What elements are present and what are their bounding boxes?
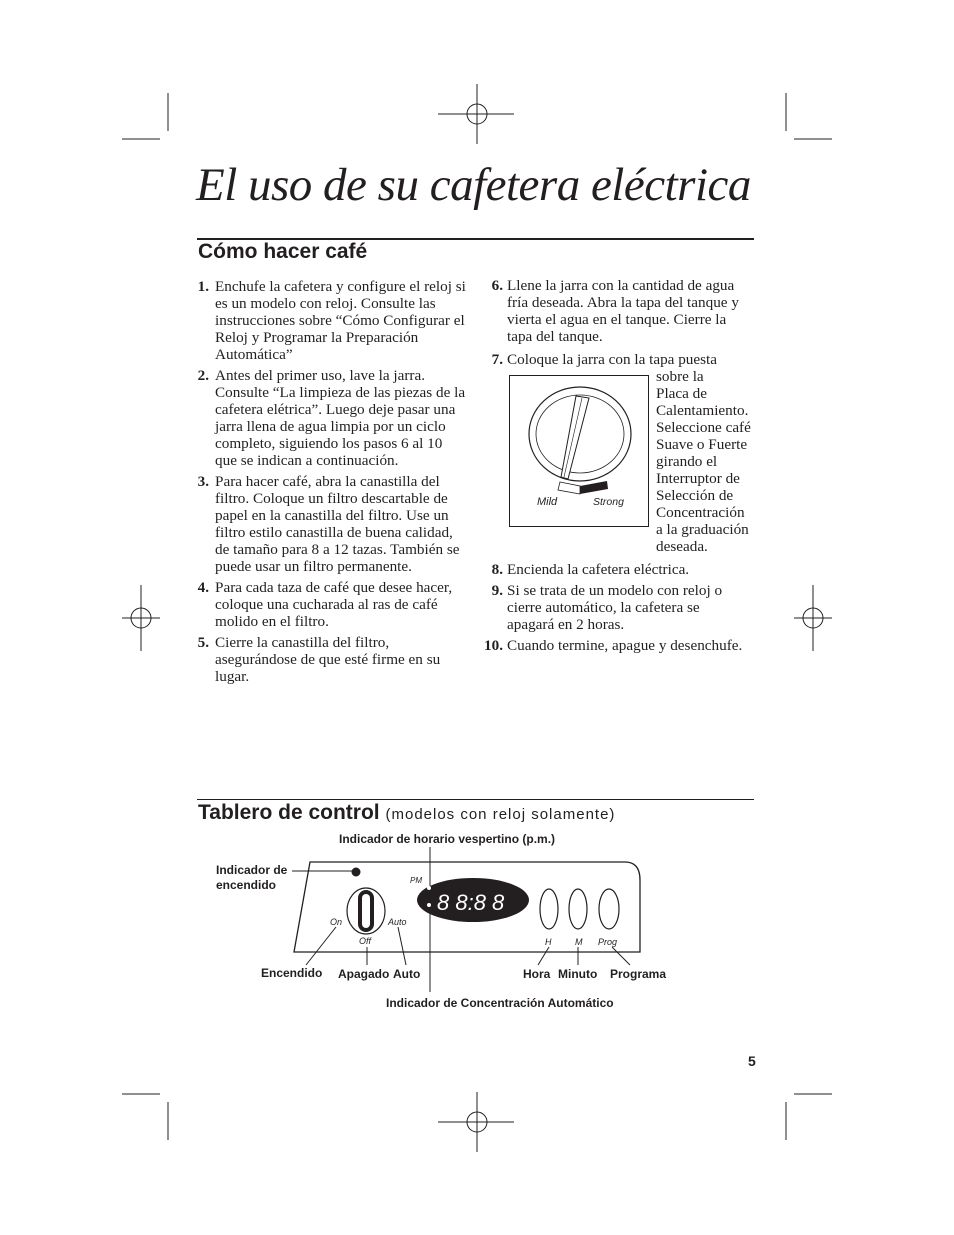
list-item: 4. Para cada taza de café que desee hacer, coloque una cucharada al ras de café molido en el filtro.: [197, 579, 453, 630]
list-item: 3. Para hacer café, abra la canastilla del filtro. Coloque un filtro descartable de papel en la canastilla del filtro. Use un filtro estilo canastilla de buena calidad, de tamaño para 8 a 12 tazas. También se puede usar un filtro permanente.: [197, 473, 460, 575]
dial-strong-label: Strong: [593, 496, 624, 508]
list-item: 7. Coloque la jarra con la tapa puesta: [491, 351, 718, 368]
power-indicator-light: [352, 868, 361, 877]
panel-on-label: On: [330, 917, 343, 927]
off-callout: Apagado: [338, 967, 390, 981]
list-item: 6. Llene la jarra con la cantidad de agua fría deseada. Abra la tapa del tanque y vierta el agua en el tanque. Cierre la tapa del tanque.: [491, 277, 739, 345]
step-7-wrapped-text: sobre la Placa de Calentamiento. Seleccione café Suave o Fuerte girando el Interruptor de Selección de Concentración a la graduación deseada.: [656, 368, 751, 555]
program-button[interactable]: [599, 889, 619, 929]
minute-callout: Minuto: [558, 967, 598, 981]
list-item: 10. Cuando termine, apague y desenchufe.: [484, 637, 743, 654]
hour-button[interactable]: [540, 889, 558, 929]
hour-callout: Hora: [523, 967, 551, 981]
page-number: 5: [748, 1053, 756, 1069]
section-heading-making-coffee: Cómo hacer café: [198, 240, 368, 263]
panel-off-label: Off: [359, 936, 372, 946]
on-callout: Encendido: [261, 966, 323, 980]
list-item: 1. Enchufe la cafetera y configure el reloj si es un modelo con reloj. Consulte las instrucciones sobre “Cómo Configurar el Reloj y Programar la Preparación Automática”: [197, 278, 466, 363]
panel-auto-label: Auto: [388, 917, 407, 927]
section-subheading: (modelos con reloj solamente): [385, 806, 616, 823]
panel-prog-label: Prog: [598, 937, 618, 947]
program-callout: Programa: [610, 967, 667, 981]
section-heading-control-panel: Tablero de control (modelos con reloj solamente): [198, 801, 616, 824]
page-title: El uso de su cafetera eléctrica: [196, 159, 751, 211]
list-item: 9. Si se trata de un modelo con reloj o cierre automático, la cafetera se apagará en 2 horas.: [491, 582, 723, 633]
panel-pm-label: PM: [410, 876, 422, 885]
power-indicator-callout: Indicador de encendido: [216, 863, 288, 892]
auto-strength-callout: Indicador de Concentración Automático: [386, 996, 614, 1010]
minute-button[interactable]: [569, 889, 587, 929]
list-item: 5. Cierre la canastilla del filtro, asegurándose de que esté firme en su lugar.: [197, 634, 441, 685]
panel-h-label: H: [545, 937, 552, 947]
auto-callout: Auto: [393, 967, 421, 981]
list-item: 8. Encienda la cafetera eléctrica.: [491, 561, 690, 578]
dial-mild-label: Mild: [537, 496, 558, 508]
panel-m-label: M: [575, 937, 583, 947]
list-item: 2. Antes del primer uso, lave la jarra. Consulte “La limpieza de las piezas de la cafetera elétrica”. Luego deje pasar una jarra llena de agua limpia por un ciclo completo, siguiendo los pasos 6 al 10 que se indican a continuación.: [197, 367, 466, 469]
pm-indicator-callout: Indicador de horario vespertino (p.m.): [339, 832, 556, 846]
display-digits: 8 8:8 8: [437, 890, 505, 915]
